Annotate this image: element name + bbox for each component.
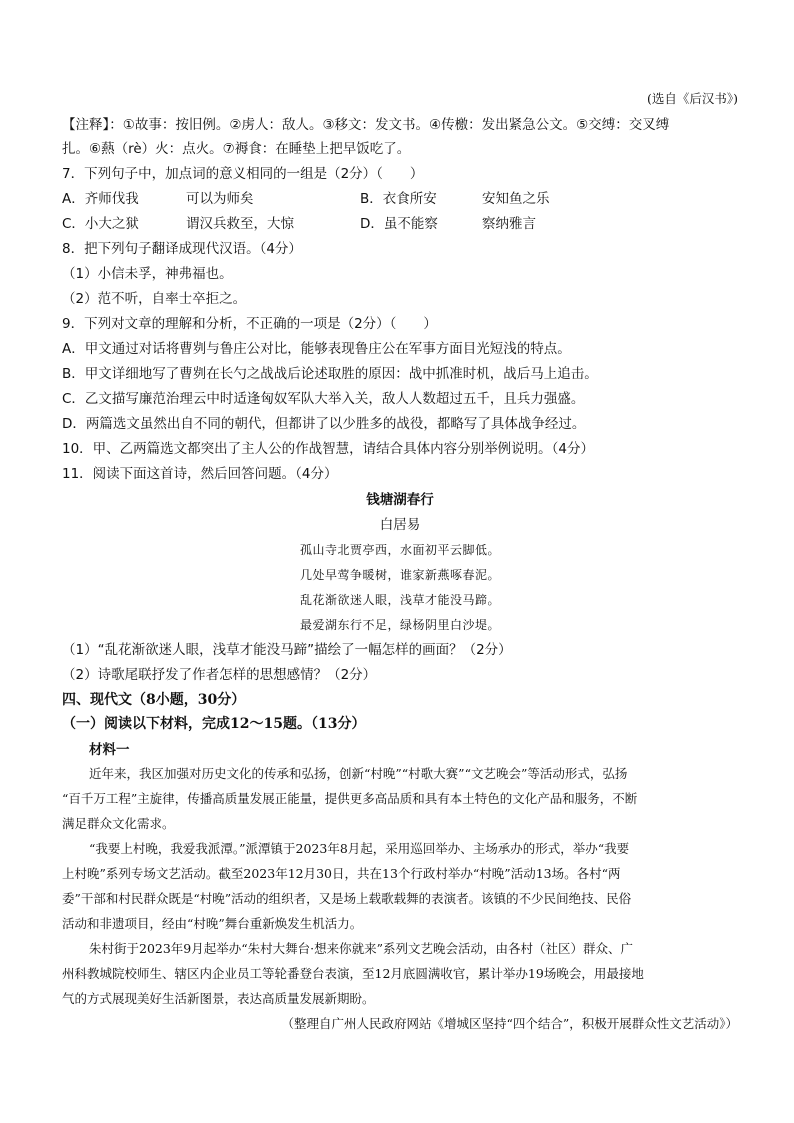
q9-option-c: C．乙文描写廉范治理云中时适逢匈奴军队大举入关，敌人人数超过五千，且兵力强盛。 <box>62 391 585 407</box>
material-p2-line-2: 上村晚”系列专场文艺活动。截至2023年12月30日，共在13个行政村举办“村晚”活动13场。各村“两 <box>62 866 621 881</box>
material-p3-line-2: 州科教城院校师生、辖区内企业员工等轮番登台表演，至12月底圆满收官，累计举办19场晚会，用最接地 <box>62 966 644 981</box>
material-p3-line-1: 朱村街于2023年9月起举办“朱村大舞台·想来你就来”系列文艺晚会活动，由各村（社区）群众、广 <box>89 941 634 956</box>
q11-sub-1: （1）“乱花渐欲迷人眼，浅草才能没马蹄”描绘了一幅怎样的画面？（2分） <box>62 642 512 658</box>
poem-line-2: 几处早莺争暖树，谁家新燕啄春泥。 <box>299 568 500 582</box>
q9-option-b: B．甲文详细地写了曹刿在长勺之战战后论述取胜的原因：战中抓准时机，战后马上追击。 <box>62 366 598 382</box>
material-p1-line-3: 满足群众文化需求。 <box>62 816 175 831</box>
material-p2-line-3: 委”干部和村民群众既是“村晚”活动的组织者，又是场上载歌载舞的表演者。该镇的不少民间绝技、民俗 <box>62 891 632 906</box>
material-title: 材料一 <box>89 742 130 758</box>
q9-option-a: A．甲文通过对话将曹刿与鲁庄公对比，能够表现鲁庄公在军事方面目光短浅的特点。 <box>62 341 571 357</box>
q7-option-c-pair: 谓汉兵救至，大惊 <box>186 216 294 232</box>
q11-sub-2: （2）诗歌尾联抒发了作者怎样的思想感情？（2分） <box>62 667 377 683</box>
section-part-title: （一）阅读以下材料，完成12～15题。（13分） <box>62 716 366 732</box>
q8-item-1: （1）小信未孚，神弗福也。 <box>62 266 233 282</box>
poem-line-4: 最爱湖东行不足，绿杨阴里白沙堤。 <box>299 618 500 632</box>
q7-option-b-pair: 安知鱼之乐 <box>482 191 550 207</box>
q7-stem: 7．下列句子中，加点词的意义相同的一组是（2分）（ ） <box>62 166 424 182</box>
q7-option-a: A．齐师伐我 <box>62 191 139 207</box>
q7-option-c: C．小大之狱 <box>62 216 139 232</box>
poem-author: 白居易 <box>379 517 421 533</box>
poem-title: 钱塘湖春行 <box>366 492 434 508</box>
material-p1-line-1: 近年来，我区加强对历史文化的传承和弘扬，创新“村晚”“村歌大赛”“文艺晚会”等活动形式，弘扬 <box>89 766 628 781</box>
q7-option-a-pair: 可以为师矣 <box>186 191 254 207</box>
q9-stem: 9．下列对文章的理解和分析，不正确的一项是（2分）（ ） <box>62 316 437 332</box>
q10-stem: 10．甲、乙两篇选文都突出了主人公的作战智慧，请结合具体内容分别举例说明。（4分） <box>62 441 595 457</box>
source-line: (选自《后汉书》) <box>646 91 738 106</box>
material-p1-line-2: “百千万工程”主旋律，传播高质量发展正能量，提供更多高品质和具有本土特色的文化产品和服务，不断 <box>62 791 638 806</box>
q8-stem: 8．把下列句子翻译成现代汉语。（4分） <box>62 241 302 257</box>
q8-item-2: （2）范不听，自率士卒拒之。 <box>62 291 247 307</box>
notes-line-2: 扎。⑥爇（rè）火：点火。⑦褥食：在睡垫上把早饭吃了。 <box>62 141 411 157</box>
q7-option-b: B．衣食所安 <box>360 191 437 207</box>
q7-option-d-pair: 察纳雅言 <box>482 216 536 232</box>
section-title: 四、现代文（8小题，30分） <box>62 692 246 708</box>
notes-line-1: 【注释】：①故事：按旧例。②虏人：敌人。③移文：发文书。④传檄：发出紧急公文。⑤交缚：交叉缚 <box>62 117 670 133</box>
material-p3-line-3: 气的方式展现美好生活新图景，表达高质量发展新期盼。 <box>62 991 375 1006</box>
q9-option-d: D．两篇选文虽然出自不同的朝代，但都讲了以少胜多的战役，都略写了具体战争经过。 <box>62 416 586 432</box>
citation: （整理自广州人民政府网站《增城区坚持“四个结合”，积极开展群众性文艺活动》） <box>281 1016 738 1031</box>
material-p2-line-1: “我要上村晚，我爱我派潭。”派潭镇于2023年8月起，采用巡回举办、主场承办的形式，举办“我要 <box>89 841 630 856</box>
q7-option-d: D．虽不能察 <box>360 216 438 232</box>
material-p2-line-4: 活动和非遗项目，经由“村晚”舞台重新焕发生机活力。 <box>62 916 363 931</box>
poem-line-1: 孤山寺北贾亭西，水面初平云脚低。 <box>299 543 500 557</box>
q11-stem: 11．阅读下面这首诗，然后回答问题。（4分） <box>62 466 338 482</box>
poem-line-3: 乱花渐欲迷人眼，浅草才能没马蹄。 <box>299 593 500 607</box>
